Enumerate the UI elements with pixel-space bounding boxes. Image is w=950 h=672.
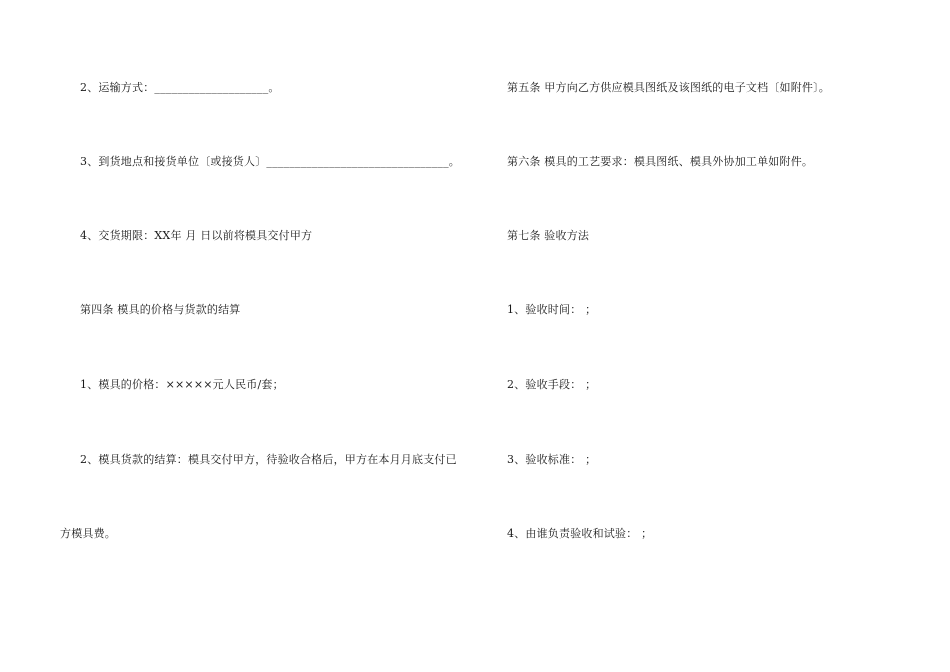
payment-settlement-continued: 方模具费。 bbox=[60, 527, 116, 540]
acceptance-standard-line: 3、验收标准： ； bbox=[507, 453, 597, 466]
article-six-line: 第六条 模具的工艺要求：模具图纸、模具外协加工单如附件。 bbox=[507, 155, 814, 168]
article-seven-heading: 第七条 验收方法 bbox=[507, 229, 590, 242]
acceptance-responsible-line: 4、由谁负责验收和试验： ； bbox=[507, 527, 653, 540]
acceptance-time-line: 1、验收时间： ； bbox=[507, 303, 597, 316]
acceptance-means-line: 2、验收手段： ； bbox=[507, 378, 597, 391]
article-four-heading: 第四条 模具的价格与货款的结算 bbox=[80, 303, 241, 316]
delivery-location-line: 3、到货地点和接货单位〔或接货人〕________________________________。 bbox=[80, 155, 460, 168]
mold-price-line: 1、模具的价格：×××××元人民币/套； bbox=[80, 378, 284, 391]
article-five-line: 第五条 甲方向乙方供应模具图纸及该图纸的电子文档〔如附件〕。 bbox=[507, 81, 830, 94]
payment-settlement-line: 2、模具货款的结算：模具交付甲方，待验收合格后，甲方在本月月底支付已 bbox=[80, 453, 457, 466]
transport-method-line: 2、运输方式：____________________。 bbox=[80, 81, 280, 94]
delivery-deadline-line: 4、交货期限：XX年 月 日以前将模具交付甲方 bbox=[80, 229, 313, 242]
